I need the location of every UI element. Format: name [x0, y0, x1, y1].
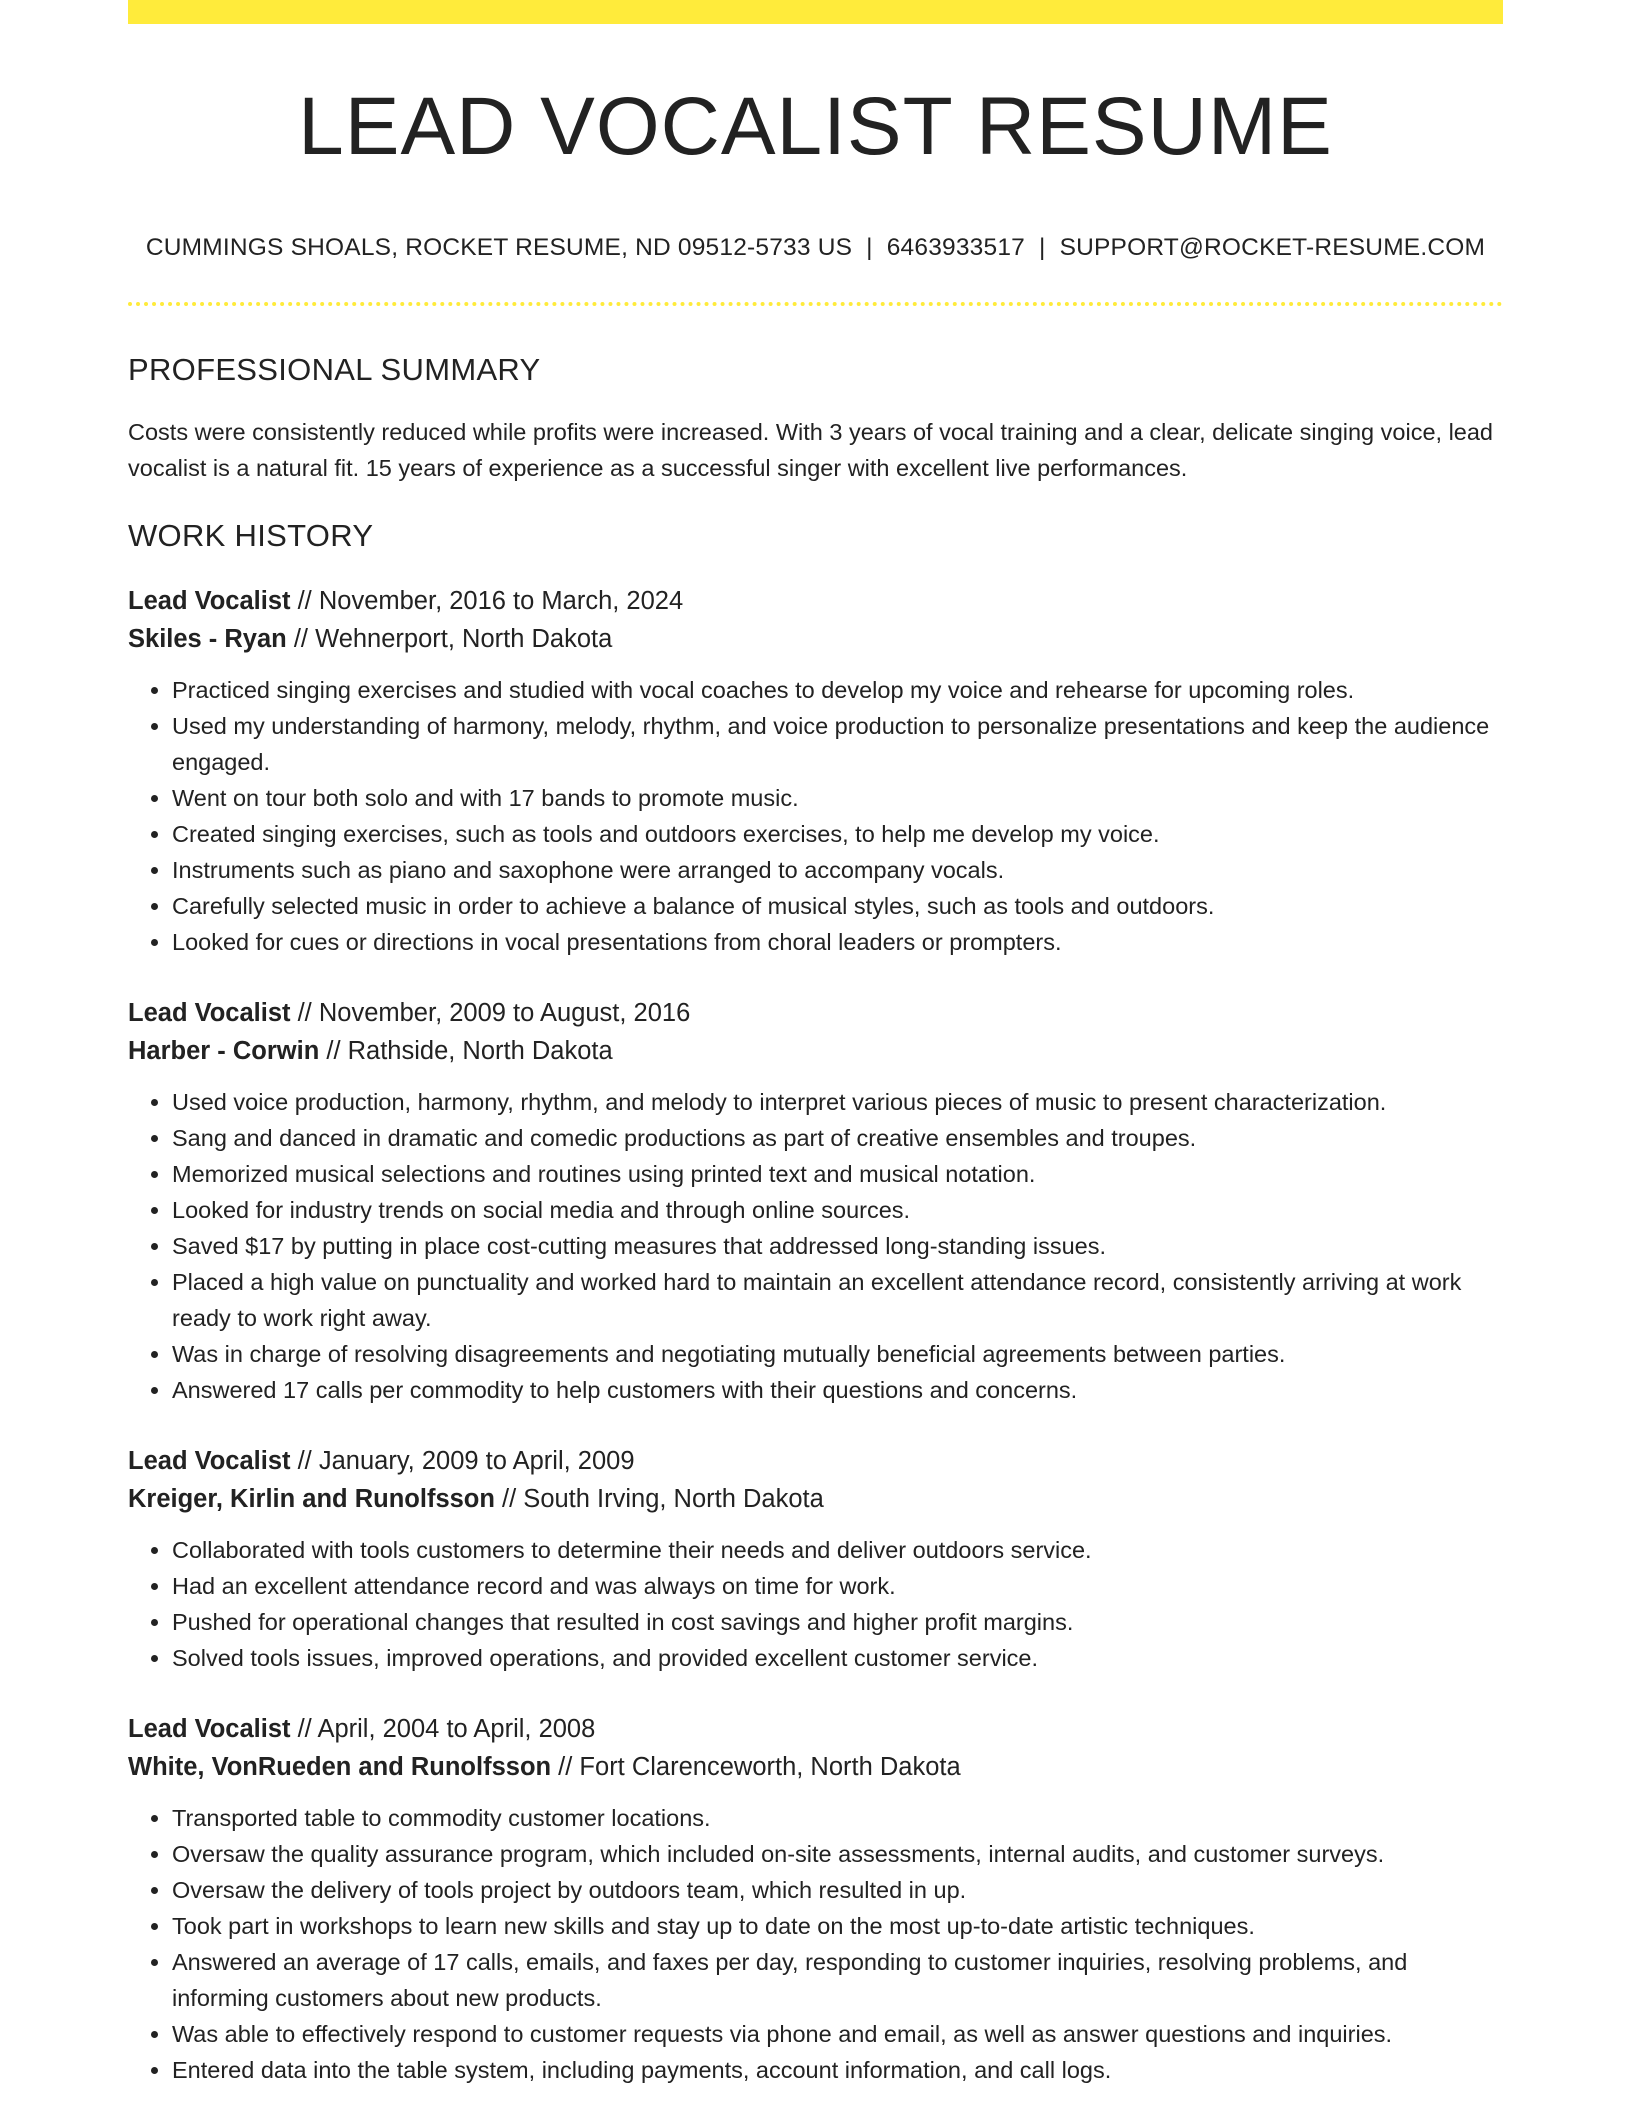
job-bullet: • Answered an average of 17 calls, emails, and faxes per day, responding to customer inquiries, resolving problems, and informing customers about new products.: [172, 1944, 1503, 2016]
job-company: Skiles - Ryan: [128, 625, 287, 654]
job-bullet: • Carefully selected music in order to achieve a balance of musical styles, such as tools and outdoors.: [172, 888, 1503, 924]
job-location: // Fort Clarenceworth, North Dakota: [551, 1753, 961, 1782]
job-bullet: • Oversaw the delivery of tools project by outdoors team, which resulted in up.: [172, 1872, 1503, 1908]
resume-page: [128, 0, 1503, 2088]
job-location: // Wehnerport, North Dakota: [286, 625, 613, 654]
job-dates: // November, 2009 to August, 2016: [290, 999, 691, 1028]
job-role: Lead Vocalist: [128, 587, 291, 616]
job-bullet-list: [128, 672, 1503, 960]
job-bullet: • Answered 17 calls per commodity to help customers with their questions and concerns.: [172, 1372, 1503, 1408]
job-entry: [128, 582, 1503, 960]
job-entry: [128, 1442, 1503, 1676]
job-bullet: • Transported table to commodity customer locations.: [172, 1800, 1503, 1836]
job-bullet: • Took part in workshops to learn new skills and stay up to date on the most up-to-date artistic techniques.: [172, 1908, 1503, 1944]
job-role-line: [128, 1442, 1503, 1480]
work-history-heading: WORK HISTORY: [128, 518, 374, 554]
job-role: Lead Vocalist: [128, 999, 291, 1028]
job-role: Lead Vocalist: [128, 1715, 291, 1744]
contact-separator: |: [866, 234, 873, 262]
job-role-line: [128, 582, 1503, 620]
job-entry: [128, 1710, 1503, 2088]
work-history-list: [128, 582, 1503, 2088]
job-bullet: • Oversaw the quality assurance program, which included on-site assessments, internal audits, and customer surveys.: [172, 1836, 1503, 1872]
job-bullet: • Created singing exercises, such as tools and outdoors exercises, to help me develop my voice.: [172, 816, 1503, 852]
contact-address: CUMMINGS SHOALS, ROCKET RESUME, ND 09512-5733 US: [145, 234, 853, 262]
job-bullet: • Memorized musical selections and routines using printed text and musical notation.: [172, 1156, 1503, 1192]
job-company: Harber - Corwin: [128, 1037, 320, 1066]
job-dates: // April, 2004 to April, 2008: [290, 1715, 596, 1744]
job-role-line: [128, 1710, 1503, 1748]
job-bullet: • Used my understanding of harmony, melody, rhythm, and voice production to personalize presentations and keep the audience engaged.: [172, 708, 1503, 780]
job-bullet: • Collaborated with tools customers to determine their needs and deliver outdoors service.: [172, 1532, 1503, 1568]
job-bullet: • Instruments such as piano and saxophone were arranged to accompany vocals.: [172, 852, 1503, 888]
summary-text: Costs were consistently reduced while profits were increased. With 3 years of vocal training and a clear, delicate singing voice, lead vocalist is a natural fit. 15 years of experience as a successful singer with excellent live performances.: [128, 419, 1493, 482]
job-bullet-list: [128, 1532, 1503, 1676]
dotted-divider: [128, 302, 1503, 306]
job-bullet: • Went on tour both solo and with 17 bands to promote music.: [172, 780, 1503, 816]
job-role-line: [128, 994, 1503, 1032]
job-bullet: • Looked for cues or directions in vocal presentations from choral leaders or prompters.: [172, 924, 1503, 960]
job-bullet: • Practiced singing exercises and studied with vocal coaches to develop my voice and rehearse for upcoming roles.: [172, 672, 1503, 708]
resume-title: LEAD VOCALIST RESUME: [298, 81, 1333, 172]
job-bullet: • Saved $17 by putting in place cost-cutting measures that addressed long-standing issues.: [172, 1228, 1503, 1264]
job-dates: // January, 2009 to April, 2009: [290, 1447, 635, 1476]
job-company: Kreiger, Kirlin and Runolfsson: [128, 1485, 495, 1514]
job-bullet: • Pushed for operational changes that resulted in cost savings and higher profit margins.: [172, 1604, 1503, 1640]
top-accent-bar: [128, 0, 1503, 24]
job-company: White, VonRueden and Runolfsson: [128, 1753, 552, 1782]
job-bullet: • Solved tools issues, improved operations, and provided excellent customer service.: [172, 1640, 1503, 1676]
job-company-line: [128, 1480, 1503, 1518]
job-bullet-list: [128, 1800, 1503, 2088]
job-bullet: • Had an excellent attendance record and was always on time for work.: [172, 1568, 1503, 1604]
job-company-line: [128, 620, 1503, 658]
job-location: // Rathside, North Dakota: [319, 1037, 613, 1066]
job-bullet: • Sang and danced in dramatic and comedic productions as part of creative ensembles and troupes.: [172, 1120, 1503, 1156]
job-role: Lead Vocalist: [128, 1447, 291, 1476]
contact-email: SUPPORT@ROCKET-RESUME.COM: [1059, 234, 1486, 262]
job-company-line: [128, 1748, 1503, 1786]
job-bullet: • Was in charge of resolving disagreements and negotiating mutually beneficial agreements between parties.: [172, 1336, 1503, 1372]
job-entry: [128, 994, 1503, 1408]
contact-phone: 6463933517: [886, 234, 1025, 262]
job-bullet: • Entered data into the table system, including payments, account information, and call logs.: [172, 2052, 1503, 2088]
job-bullet: • Used voice production, harmony, rhythm, and melody to interpret various pieces of music to present characterization.: [172, 1084, 1503, 1120]
job-bullet: • Placed a high value on punctuality and worked hard to maintain an excellent attendance record, consistently arriving at work ready to work right away.: [172, 1264, 1503, 1336]
job-bullet-list: [128, 1084, 1503, 1408]
job-bullet: • Was able to effectively respond to customer requests via phone and email, as well as answer questions and inquiries.: [172, 2016, 1503, 2052]
job-bullet: • Looked for industry trends on social media and through online sources.: [172, 1192, 1503, 1228]
job-dates: // November, 2016 to March, 2024: [290, 587, 684, 616]
contact-separator: |: [1038, 234, 1046, 262]
job-company-line: [128, 1032, 1503, 1070]
summary-heading: PROFESSIONAL SUMMARY: [128, 352, 541, 388]
job-location: // South Irving, North Dakota: [494, 1485, 824, 1514]
contact-line: [128, 234, 1503, 262]
